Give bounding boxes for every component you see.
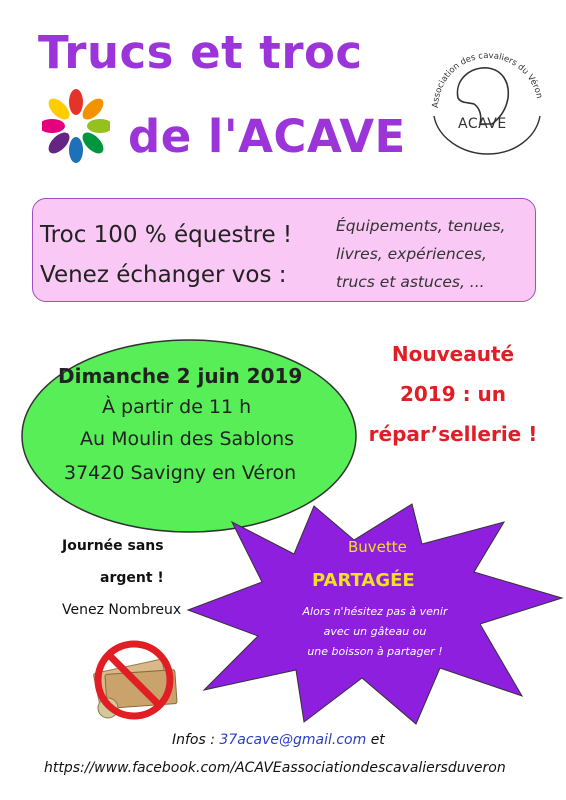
event-date: Dimanche 2 juin 2019 (58, 364, 303, 388)
infos-label: Infos : (172, 732, 215, 748)
troc-items (336, 212, 505, 296)
nouveaute-block (358, 334, 548, 454)
troc-item: Équipements, tenues, (336, 217, 506, 235)
buvette-line: avec un gâteau ou (323, 625, 427, 638)
nouveaute-line: répar’sellerie ! (368, 422, 538, 446)
troc-item: trucs et astuces, ... (336, 273, 485, 291)
buvette-title: Buvette (348, 538, 407, 556)
page-title-line2: de l'ACAVE (128, 110, 406, 163)
journee-line1: Journée sans (62, 538, 164, 554)
event-place: Au Moulin des Sablons (80, 428, 295, 450)
journee-line2: argent ! (100, 570, 164, 586)
logo-ring-text: Association des cavaliers du Véron (430, 50, 545, 109)
horse-head-logo-icon (418, 38, 554, 158)
facebook-link[interactable]: https://www.facebook.com/ACAVEassociationdescavaliersduveron (44, 760, 506, 776)
infos-line (172, 732, 385, 748)
buvette-subtitle: PARTAGÉE (312, 570, 415, 591)
nouveaute-line: 2019 : un (399, 382, 507, 406)
no-money-icon (78, 636, 188, 726)
colorful-hands-icon (42, 86, 110, 164)
event-city: 37420 Savigny en Véron (64, 462, 297, 484)
nouveaute-line: Nouveauté (391, 342, 515, 366)
troc-line2: Venez échanger vos : (40, 262, 287, 288)
troc-item: livres, expériences, (336, 245, 487, 263)
email-link[interactable]: 37acave@gmail.com (219, 732, 367, 748)
troc-line1: Troc 100 % équestre ! (40, 222, 293, 248)
svg-text:Association des cavaliers du V (431, 51, 544, 108)
event-time: À partir de 11 h (102, 396, 252, 418)
logo-name: ACAVE (458, 116, 507, 132)
page-title-line1: Trucs et troc (38, 26, 363, 79)
buvette-text (278, 602, 472, 662)
journee-line3: Venez Nombreux (62, 602, 182, 618)
buvette-line: une boisson à partager ! (307, 645, 443, 658)
infos-suffix: et (370, 732, 385, 748)
buvette-line: Alors n'hésitez pas à venir (302, 605, 448, 618)
